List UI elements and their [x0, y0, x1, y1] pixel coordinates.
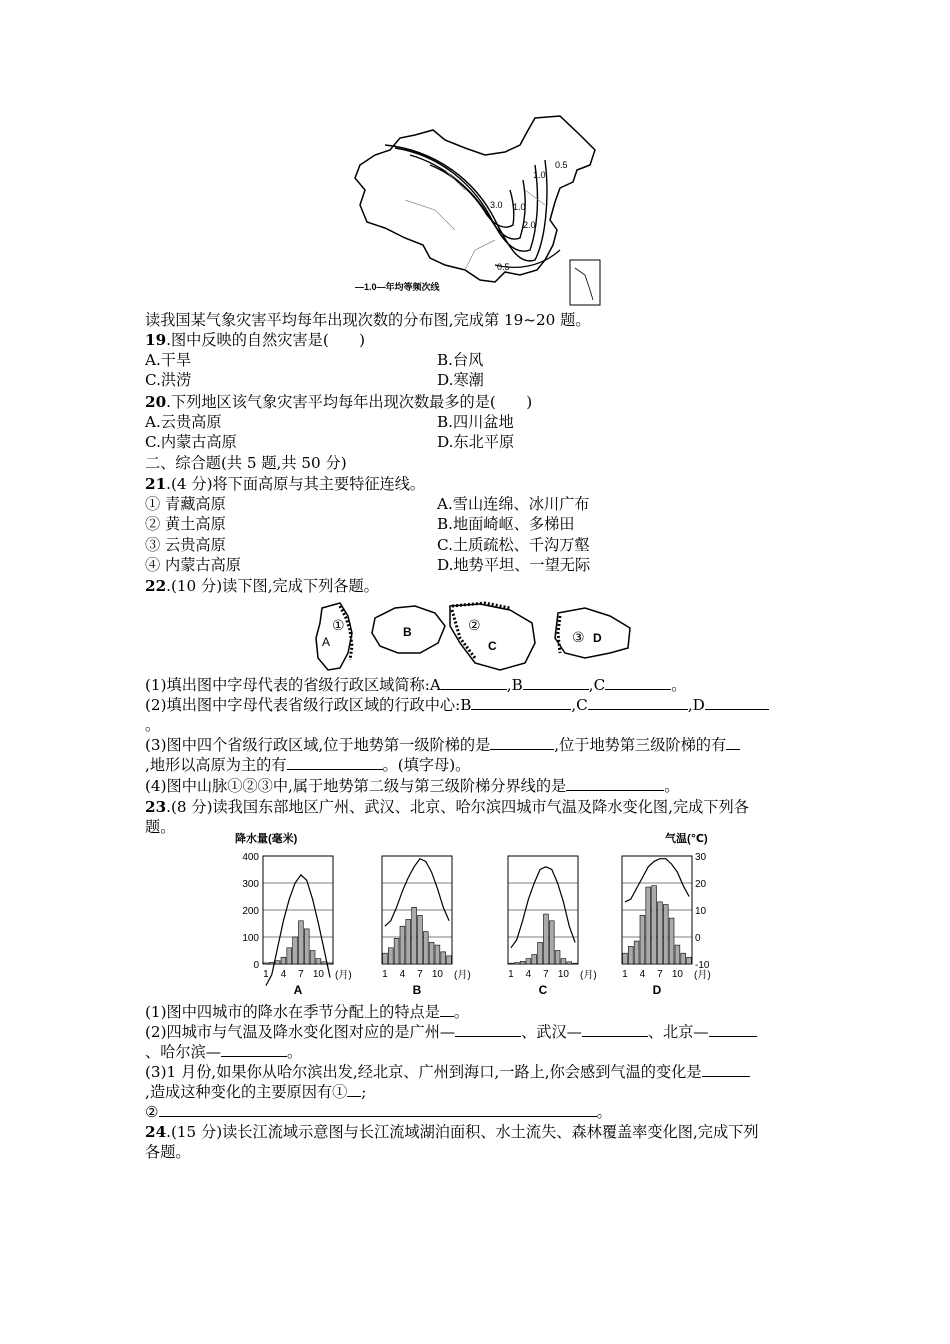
- q20-stem: 20.下列地区该气象灾害平均每年出现次数最多的是( ): [145, 393, 533, 411]
- precip-bar: [532, 955, 537, 964]
- precip-bar: [658, 902, 663, 964]
- x-tick-label: 1: [622, 969, 628, 980]
- right-tick-label: 20: [695, 879, 707, 890]
- q20-row1: A.云贵高原 B.四川盆地: [145, 413, 514, 431]
- precip-bar: [628, 946, 633, 964]
- x-tick-label: 1: [382, 969, 388, 980]
- precip-bar: [663, 905, 668, 964]
- precip-bar: [412, 907, 417, 964]
- right-axis-title: 气温(℃): [665, 833, 708, 845]
- precip-bar: [269, 962, 274, 964]
- precip-bar: [287, 948, 292, 964]
- left-tick-label: 0: [253, 960, 259, 971]
- precip-bar: [383, 953, 388, 964]
- isoline-1-0: [395, 148, 537, 251]
- figure-label: ①: [332, 617, 345, 633]
- precip-bar: [299, 921, 304, 964]
- figure-label: ②: [468, 617, 481, 633]
- precip-bar: [316, 959, 321, 964]
- precip-bar: [435, 945, 440, 964]
- precip-bar: [322, 962, 327, 964]
- x-tick-label: 7: [543, 969, 549, 980]
- q22-part3: (3)图中四个省级行政区域,位于地势第一级阶梯的是 ,位于地势第三级阶梯的有: [145, 735, 740, 755]
- q23-part1: (1)图中四城市的降水在季节分配上的特点是 。: [145, 1003, 470, 1021]
- q23-part3: (3)1 月份,如果你从哈尔滨出发,经北京、广州到海口,一路上,你会感到气温的变化是: [145, 1062, 750, 1082]
- precip-bar: [388, 948, 393, 964]
- x-unit-label: (月): [580, 970, 597, 981]
- q20-row2: C.内蒙古高原 D.东北平原: [145, 433, 515, 451]
- precip-bar: [304, 929, 309, 964]
- map-label: 0.5: [555, 160, 568, 170]
- precip-bar: [555, 951, 560, 965]
- mountain-2: [452, 603, 510, 658]
- map-label: 3.0: [490, 200, 503, 210]
- precip-bar: [394, 938, 399, 964]
- q22-part1: (1)填出图中字母代表的省级行政区域简称:A ,B ,C 。: [145, 676, 687, 694]
- provinces-figure: [310, 598, 640, 673]
- x-tick-label: 4: [399, 969, 406, 980]
- q21-row: ④ 内蒙古高原 D.地势平坦、一望无际: [145, 556, 591, 574]
- q24-stem: 24.(15 分)读长江流域示意图与长江流域湖泊面积、水土流失、森林覆盖率变化图,完成下列: [145, 1123, 759, 1141]
- precip-bar: [634, 941, 639, 964]
- precip-bar: [520, 961, 525, 964]
- series-label: D: [652, 983, 662, 997]
- q23-part2: (2)四城市与气温及降水变化图对应的是广州— 、武汉— 、北京—: [145, 1022, 757, 1042]
- q22-part4: (4)图中山脉①②③中,属于地势第二级与第三级阶梯分界线的是 。: [145, 777, 680, 795]
- precip-bar: [681, 953, 686, 964]
- south-sea-inset: [570, 260, 600, 305]
- q22-stem: 22.(10 分)读下图,完成下列各题。: [145, 577, 379, 595]
- precip-bar: [687, 957, 692, 964]
- disaster-frequency-map: [345, 110, 605, 310]
- precip-bar: [675, 945, 680, 964]
- climate-charts: [225, 830, 725, 1000]
- temp-line: [625, 859, 689, 902]
- x-unit-label: (月): [335, 970, 352, 981]
- precip-bar: [669, 918, 674, 964]
- intro-text: 读我国某气象灾害平均每年出现次数的分布图,完成第 19~20 题。: [145, 311, 591, 329]
- precip-bar: [567, 962, 572, 964]
- precip-bar: [623, 953, 628, 964]
- x-tick-label: 1: [508, 969, 514, 980]
- right-tick-label: 10: [695, 906, 707, 917]
- precip-bar: [441, 952, 446, 964]
- precip-bar: [418, 915, 423, 964]
- series-label: C: [538, 983, 548, 997]
- precip-bar: [406, 919, 411, 964]
- series-label: B: [412, 983, 422, 997]
- section-2-heading: 二、综合题(共 5 题,共 50 分): [145, 454, 347, 472]
- x-tick-label: 7: [298, 969, 304, 980]
- q22-part2: (2)填出图中字母代表省级行政区域的行政中心:B ,C ,D: [145, 695, 769, 715]
- precip-bar: [514, 963, 519, 964]
- figure-label: B: [403, 625, 412, 639]
- left-axis-title: 降水量(毫米): [235, 833, 298, 845]
- x-tick-label: 4: [525, 969, 532, 980]
- x-tick-label: 10: [312, 969, 324, 980]
- precip-bar: [573, 963, 578, 964]
- precip-bar: [264, 963, 269, 964]
- q21-stem: 21.(4 分)将下面高原与其主要特征连线。: [145, 475, 426, 493]
- q23-part2-cont: 、哈尔滨— 。: [145, 1043, 303, 1061]
- map-label: 1.0: [513, 202, 526, 212]
- precip-bar: [429, 942, 434, 964]
- precip-bar: [640, 915, 645, 964]
- precip-bar: [400, 926, 405, 964]
- precip-bar: [310, 951, 315, 965]
- map-label: 1.0: [533, 170, 546, 180]
- precip-bar: [544, 914, 549, 964]
- q23-stem: 23.(8 分)读我国东部地区广州、武汉、北京、哈尔滨四城市气温及降水变化图,完成下列各: [145, 798, 749, 816]
- precip-bar: [652, 886, 657, 964]
- precip-bar: [526, 959, 531, 964]
- precip-bar: [509, 963, 514, 964]
- temp-line: [511, 867, 575, 948]
- q21-row: ② 黄土高原 B.地面崎岖、多梯田: [145, 515, 575, 533]
- province-c-shape: [450, 604, 535, 670]
- left-tick-label: 300: [242, 879, 259, 890]
- figure-label: ③: [572, 629, 585, 645]
- right-tick-label: -10: [695, 960, 710, 971]
- q23-stem-cont: 题。: [145, 818, 176, 836]
- mountain-3: [558, 616, 560, 653]
- precip-bar: [281, 957, 286, 964]
- precip-bar: [549, 921, 554, 964]
- precip-bar: [538, 942, 543, 964]
- x-tick-label: 4: [280, 969, 287, 980]
- precip-bar: [275, 961, 280, 964]
- figure-label: A: [322, 635, 331, 649]
- x-tick-label: 10: [431, 969, 443, 980]
- precip-bar: [561, 959, 566, 964]
- right-tick-label: 30: [695, 852, 707, 863]
- q23-part3-cont: ,造成这种变化的主要原因有① ;: [145, 1083, 367, 1101]
- q21-row: ③ 云贵高原 C.土质疏松、千沟万壑: [145, 536, 590, 554]
- precip-bar: [293, 937, 298, 964]
- x-tick-label: 1: [263, 969, 269, 980]
- q19-row1: A.干旱 B.台风: [145, 351, 484, 369]
- left-tick-label: 400: [242, 852, 259, 863]
- left-tick-label: 200: [242, 906, 259, 917]
- left-tick-label: 100: [242, 933, 259, 944]
- figure-label: C: [488, 639, 497, 653]
- x-tick-label: 10: [671, 969, 683, 980]
- x-unit-label: (月): [454, 970, 471, 981]
- x-unit-label: (月): [694, 970, 711, 981]
- map-label: 2.0: [523, 220, 536, 230]
- map-label: 0.5: [497, 262, 510, 272]
- figure-label: D: [593, 631, 602, 645]
- q24-stem-cont: 各题。: [145, 1143, 191, 1161]
- precip-bar: [447, 956, 452, 964]
- x-tick-label: 7: [417, 969, 423, 980]
- temp-line: [385, 859, 449, 927]
- x-tick-label: 4: [639, 969, 646, 980]
- q23-part3-end: ② 。: [145, 1103, 612, 1121]
- q19-stem: 19.图中反映的自然灾害是( ): [145, 331, 366, 349]
- q22-part3-cont: ,地形以高原为主的有 。(填字母)。: [145, 756, 471, 774]
- precip-bar: [423, 932, 428, 964]
- map-legend: —1.0—年均等频次线: [355, 282, 440, 292]
- q19-row2: C.洪涝 D.寒潮: [145, 371, 484, 389]
- x-tick-label: 10: [557, 969, 569, 980]
- precip-bar: [646, 887, 651, 964]
- x-tick-label: 7: [657, 969, 663, 980]
- series-label: A: [293, 983, 303, 997]
- right-tick-label: 0: [695, 933, 701, 944]
- precip-bar: [328, 963, 333, 964]
- q22-part2-end: 。: [145, 716, 161, 734]
- q21-row: ① 青藏高原 A.雪山连绵、冰川广布: [145, 495, 590, 513]
